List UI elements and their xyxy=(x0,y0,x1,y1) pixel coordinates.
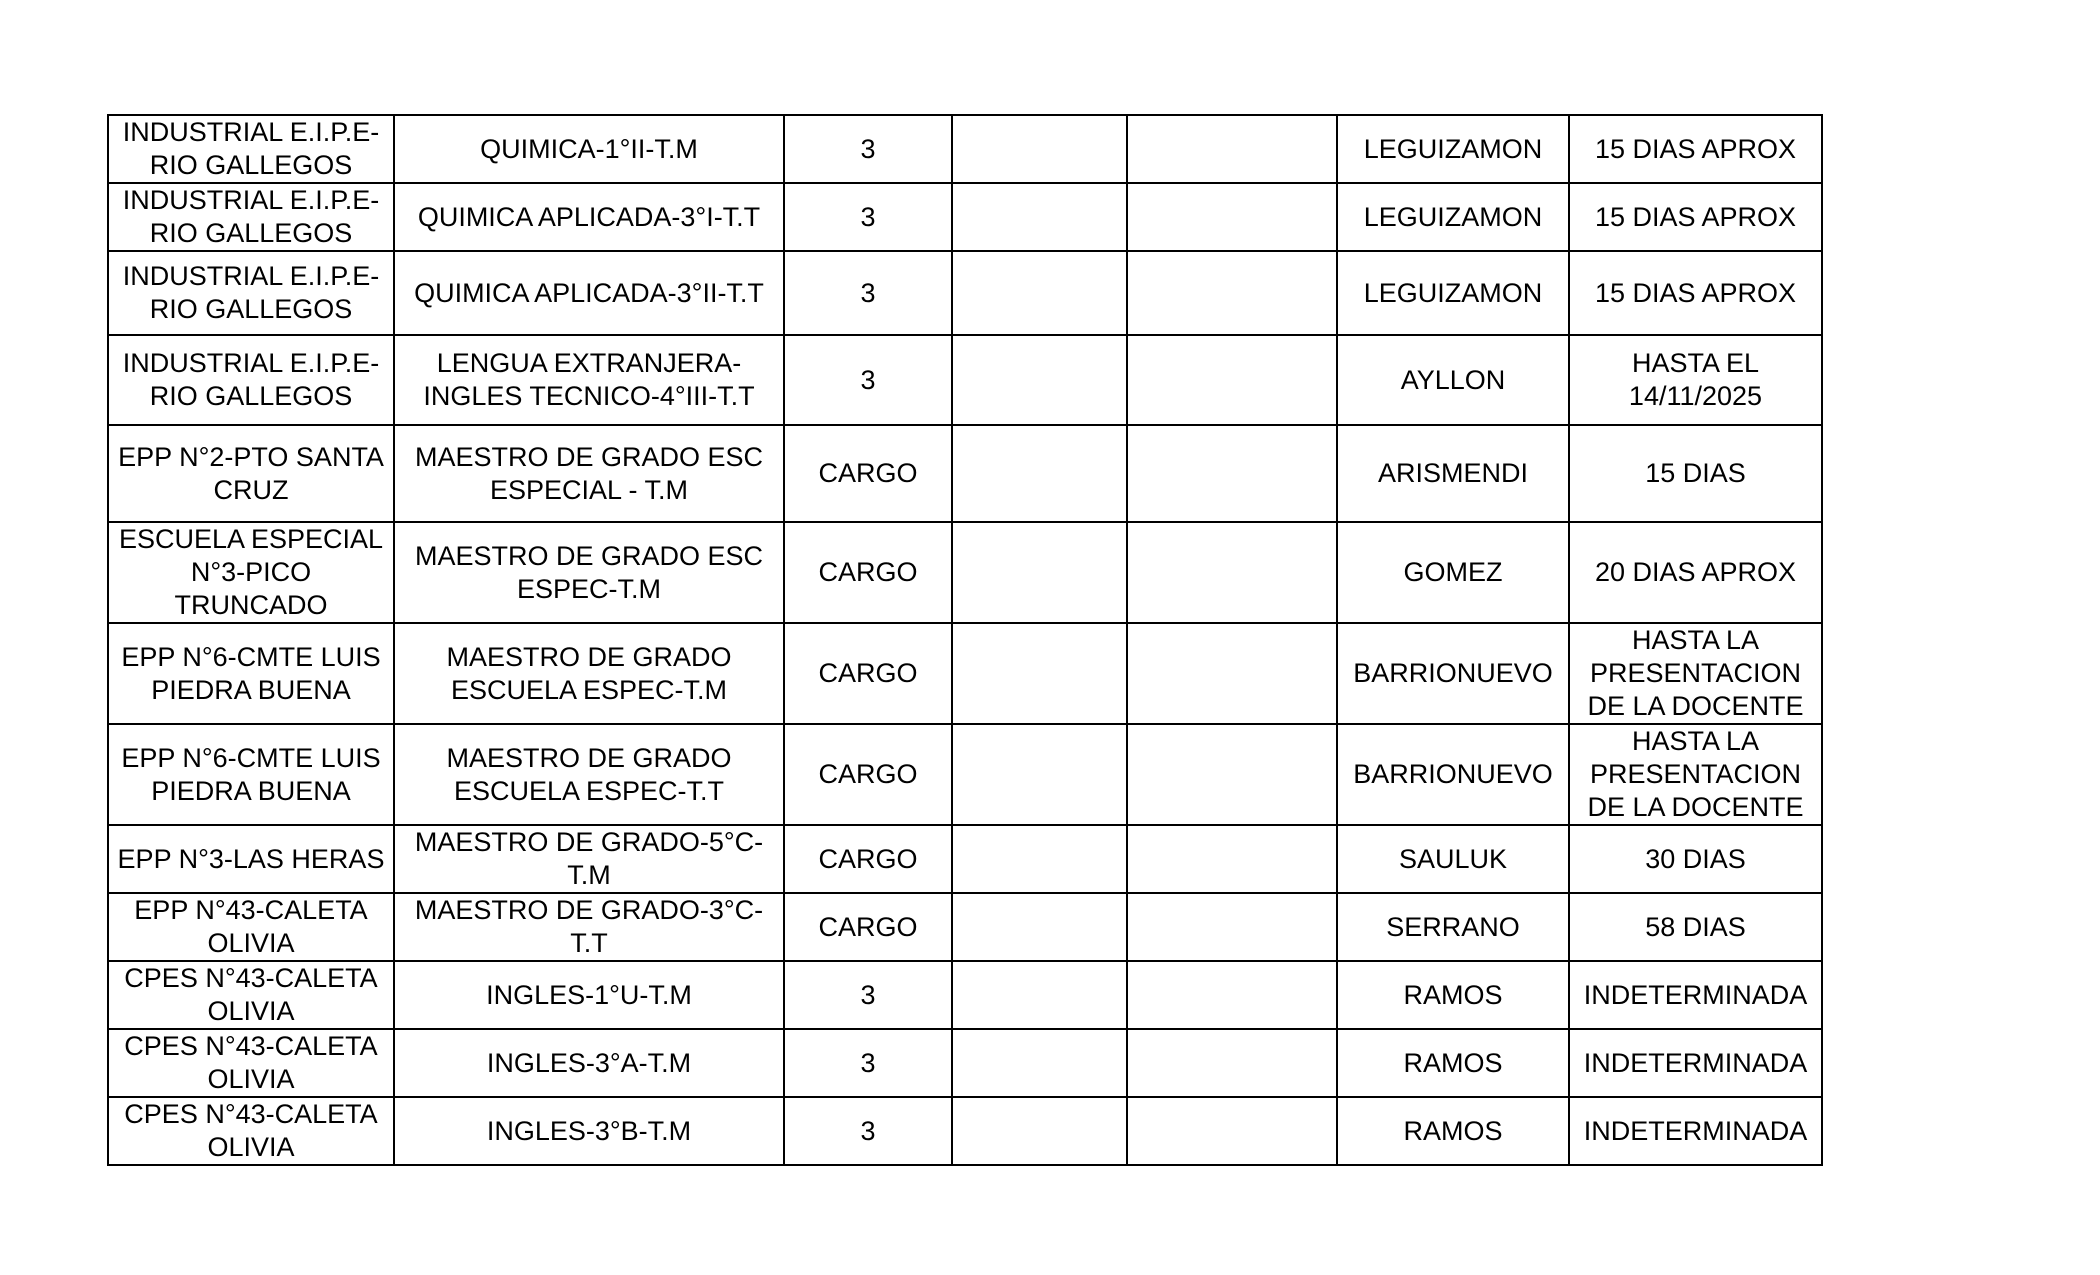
table-row xyxy=(108,623,1822,724)
empty-cell xyxy=(952,425,1127,522)
empty-cell xyxy=(952,1097,1127,1165)
table-row xyxy=(108,425,1822,522)
teacher-cell: BARRIONUEVO xyxy=(1337,724,1569,825)
table-row xyxy=(108,1097,1822,1165)
subject-cell: INGLES-1°U-T.M xyxy=(394,961,784,1029)
empty-cell xyxy=(952,251,1127,335)
school-cell: CPES N°43-CALETA OLIVIA xyxy=(108,1097,394,1165)
empty-cell xyxy=(1127,1029,1337,1097)
school-cell: INDUSTRIAL E.I.P.E-RIO GALLEGOS xyxy=(108,183,394,251)
school-cell: EPP N°6-CMTE LUIS PIEDRA BUENA xyxy=(108,623,394,724)
empty-cell xyxy=(952,335,1127,425)
teacher-cell: AYLLON xyxy=(1337,335,1569,425)
school-cell: EPP N°2-PTO SANTA CRUZ xyxy=(108,425,394,522)
teacher-cell: RAMOS xyxy=(1337,961,1569,1029)
duration-cell: INDETERMINADA xyxy=(1569,1097,1822,1165)
school-cell: CPES N°43-CALETA OLIVIA xyxy=(108,1029,394,1097)
table-row xyxy=(108,183,1822,251)
subject-cell: MAESTRO DE GRADO ESCUELA ESPEC-T.M xyxy=(394,623,784,724)
hours-cell: CARGO xyxy=(784,425,952,522)
hours-cell: CARGO xyxy=(784,825,952,893)
teacher-cell: RAMOS xyxy=(1337,1097,1569,1165)
empty-cell xyxy=(1127,425,1337,522)
subject-cell: QUIMICA APLICADA-3°II-T.T xyxy=(394,251,784,335)
hours-cell: 3 xyxy=(784,961,952,1029)
teacher-cell: SERRANO xyxy=(1337,893,1569,961)
subject-cell: MAESTRO DE GRADO-5°C-T.M xyxy=(394,825,784,893)
hours-cell: CARGO xyxy=(784,893,952,961)
school-cell: INDUSTRIAL E.I.P.E-RIO GALLEGOS xyxy=(108,335,394,425)
duration-cell: 30 DIAS xyxy=(1569,825,1822,893)
empty-cell xyxy=(952,1029,1127,1097)
empty-cell xyxy=(1127,825,1337,893)
duration-cell: INDETERMINADA xyxy=(1569,1029,1822,1097)
teacher-cell: LEGUIZAMON xyxy=(1337,115,1569,183)
hours-cell: CARGO xyxy=(784,724,952,825)
hours-cell: 3 xyxy=(784,335,952,425)
subject-cell: LENGUA EXTRANJERA-INGLES TECNICO-4°III-T.T xyxy=(394,335,784,425)
table-row xyxy=(108,335,1822,425)
empty-cell xyxy=(1127,893,1337,961)
duration-cell: 15 DIAS APROX xyxy=(1569,183,1822,251)
duration-cell: 20 DIAS APROX xyxy=(1569,522,1822,623)
hours-cell: 3 xyxy=(784,1097,952,1165)
hours-cell: CARGO xyxy=(784,522,952,623)
teacher-cell: BARRIONUEVO xyxy=(1337,623,1569,724)
table-row xyxy=(108,115,1822,183)
duration-cell: HASTA LA PRESENTACION DE LA DOCENTE xyxy=(1569,623,1822,724)
subject-cell: MAESTRO DE GRADO ESC ESPECIAL - T.M xyxy=(394,425,784,522)
empty-cell xyxy=(1127,724,1337,825)
subject-cell: MAESTRO DE GRADO ESC ESPEC-T.M xyxy=(394,522,784,623)
hours-cell: CARGO xyxy=(784,623,952,724)
table-row xyxy=(108,961,1822,1029)
teacher-cell: LEGUIZAMON xyxy=(1337,183,1569,251)
subject-cell: MAESTRO DE GRADO ESCUELA ESPEC-T.T xyxy=(394,724,784,825)
empty-cell xyxy=(1127,183,1337,251)
school-cell: CPES N°43-CALETA OLIVIA xyxy=(108,961,394,1029)
subject-cell: INGLES-3°A-T.M xyxy=(394,1029,784,1097)
duration-cell: HASTA LA PRESENTACION DE LA DOCENTE xyxy=(1569,724,1822,825)
school-cell: INDUSTRIAL E.I.P.E-RIO GALLEGOS xyxy=(108,115,394,183)
teacher-cell: RAMOS xyxy=(1337,1029,1569,1097)
subject-cell: MAESTRO DE GRADO-3°C-T.T xyxy=(394,893,784,961)
table-row xyxy=(108,893,1822,961)
hours-cell: 3 xyxy=(784,183,952,251)
substitutions-table xyxy=(107,114,1823,1166)
teacher-cell: SAULUK xyxy=(1337,825,1569,893)
school-cell: EPP N°3-LAS HERAS xyxy=(108,825,394,893)
empty-cell xyxy=(1127,623,1337,724)
duration-cell: HASTA EL 14/11/2025 xyxy=(1569,335,1822,425)
empty-cell xyxy=(952,115,1127,183)
table-row xyxy=(108,825,1822,893)
empty-cell xyxy=(952,183,1127,251)
school-cell: EPP N°43-CALETA OLIVIA xyxy=(108,893,394,961)
table-row xyxy=(108,1029,1822,1097)
duration-cell: 15 DIAS APROX xyxy=(1569,115,1822,183)
empty-cell xyxy=(952,522,1127,623)
table-row xyxy=(108,522,1822,623)
teacher-cell: GOMEZ xyxy=(1337,522,1569,623)
empty-cell xyxy=(952,825,1127,893)
empty-cell xyxy=(952,893,1127,961)
duration-cell: 58 DIAS xyxy=(1569,893,1822,961)
duration-cell: INDETERMINADA xyxy=(1569,961,1822,1029)
school-cell: INDUSTRIAL E.I.P.E-RIO GALLEGOS xyxy=(108,251,394,335)
hours-cell: 3 xyxy=(784,251,952,335)
duration-cell: 15 DIAS xyxy=(1569,425,1822,522)
duration-cell: 15 DIAS APROX xyxy=(1569,251,1822,335)
subject-cell: INGLES-3°B-T.M xyxy=(394,1097,784,1165)
school-cell: EPP N°6-CMTE LUIS PIEDRA BUENA xyxy=(108,724,394,825)
empty-cell xyxy=(1127,115,1337,183)
empty-cell xyxy=(1127,961,1337,1029)
school-cell: ESCUELA ESPECIAL N°3-PICO TRUNCADO xyxy=(108,522,394,623)
hours-cell: 3 xyxy=(784,1029,952,1097)
empty-cell xyxy=(1127,522,1337,623)
empty-cell xyxy=(952,961,1127,1029)
teacher-cell: ARISMENDI xyxy=(1337,425,1569,522)
empty-cell xyxy=(952,623,1127,724)
table-row xyxy=(108,251,1822,335)
empty-cell xyxy=(1127,251,1337,335)
table-row xyxy=(108,724,1822,825)
subject-cell: QUIMICA-1°II-T.M xyxy=(394,115,784,183)
hours-cell: 3 xyxy=(784,115,952,183)
subject-cell: QUIMICA APLICADA-3°I-T.T xyxy=(394,183,784,251)
empty-cell xyxy=(1127,1097,1337,1165)
empty-cell xyxy=(952,724,1127,825)
empty-cell xyxy=(1127,335,1337,425)
teacher-cell: LEGUIZAMON xyxy=(1337,251,1569,335)
